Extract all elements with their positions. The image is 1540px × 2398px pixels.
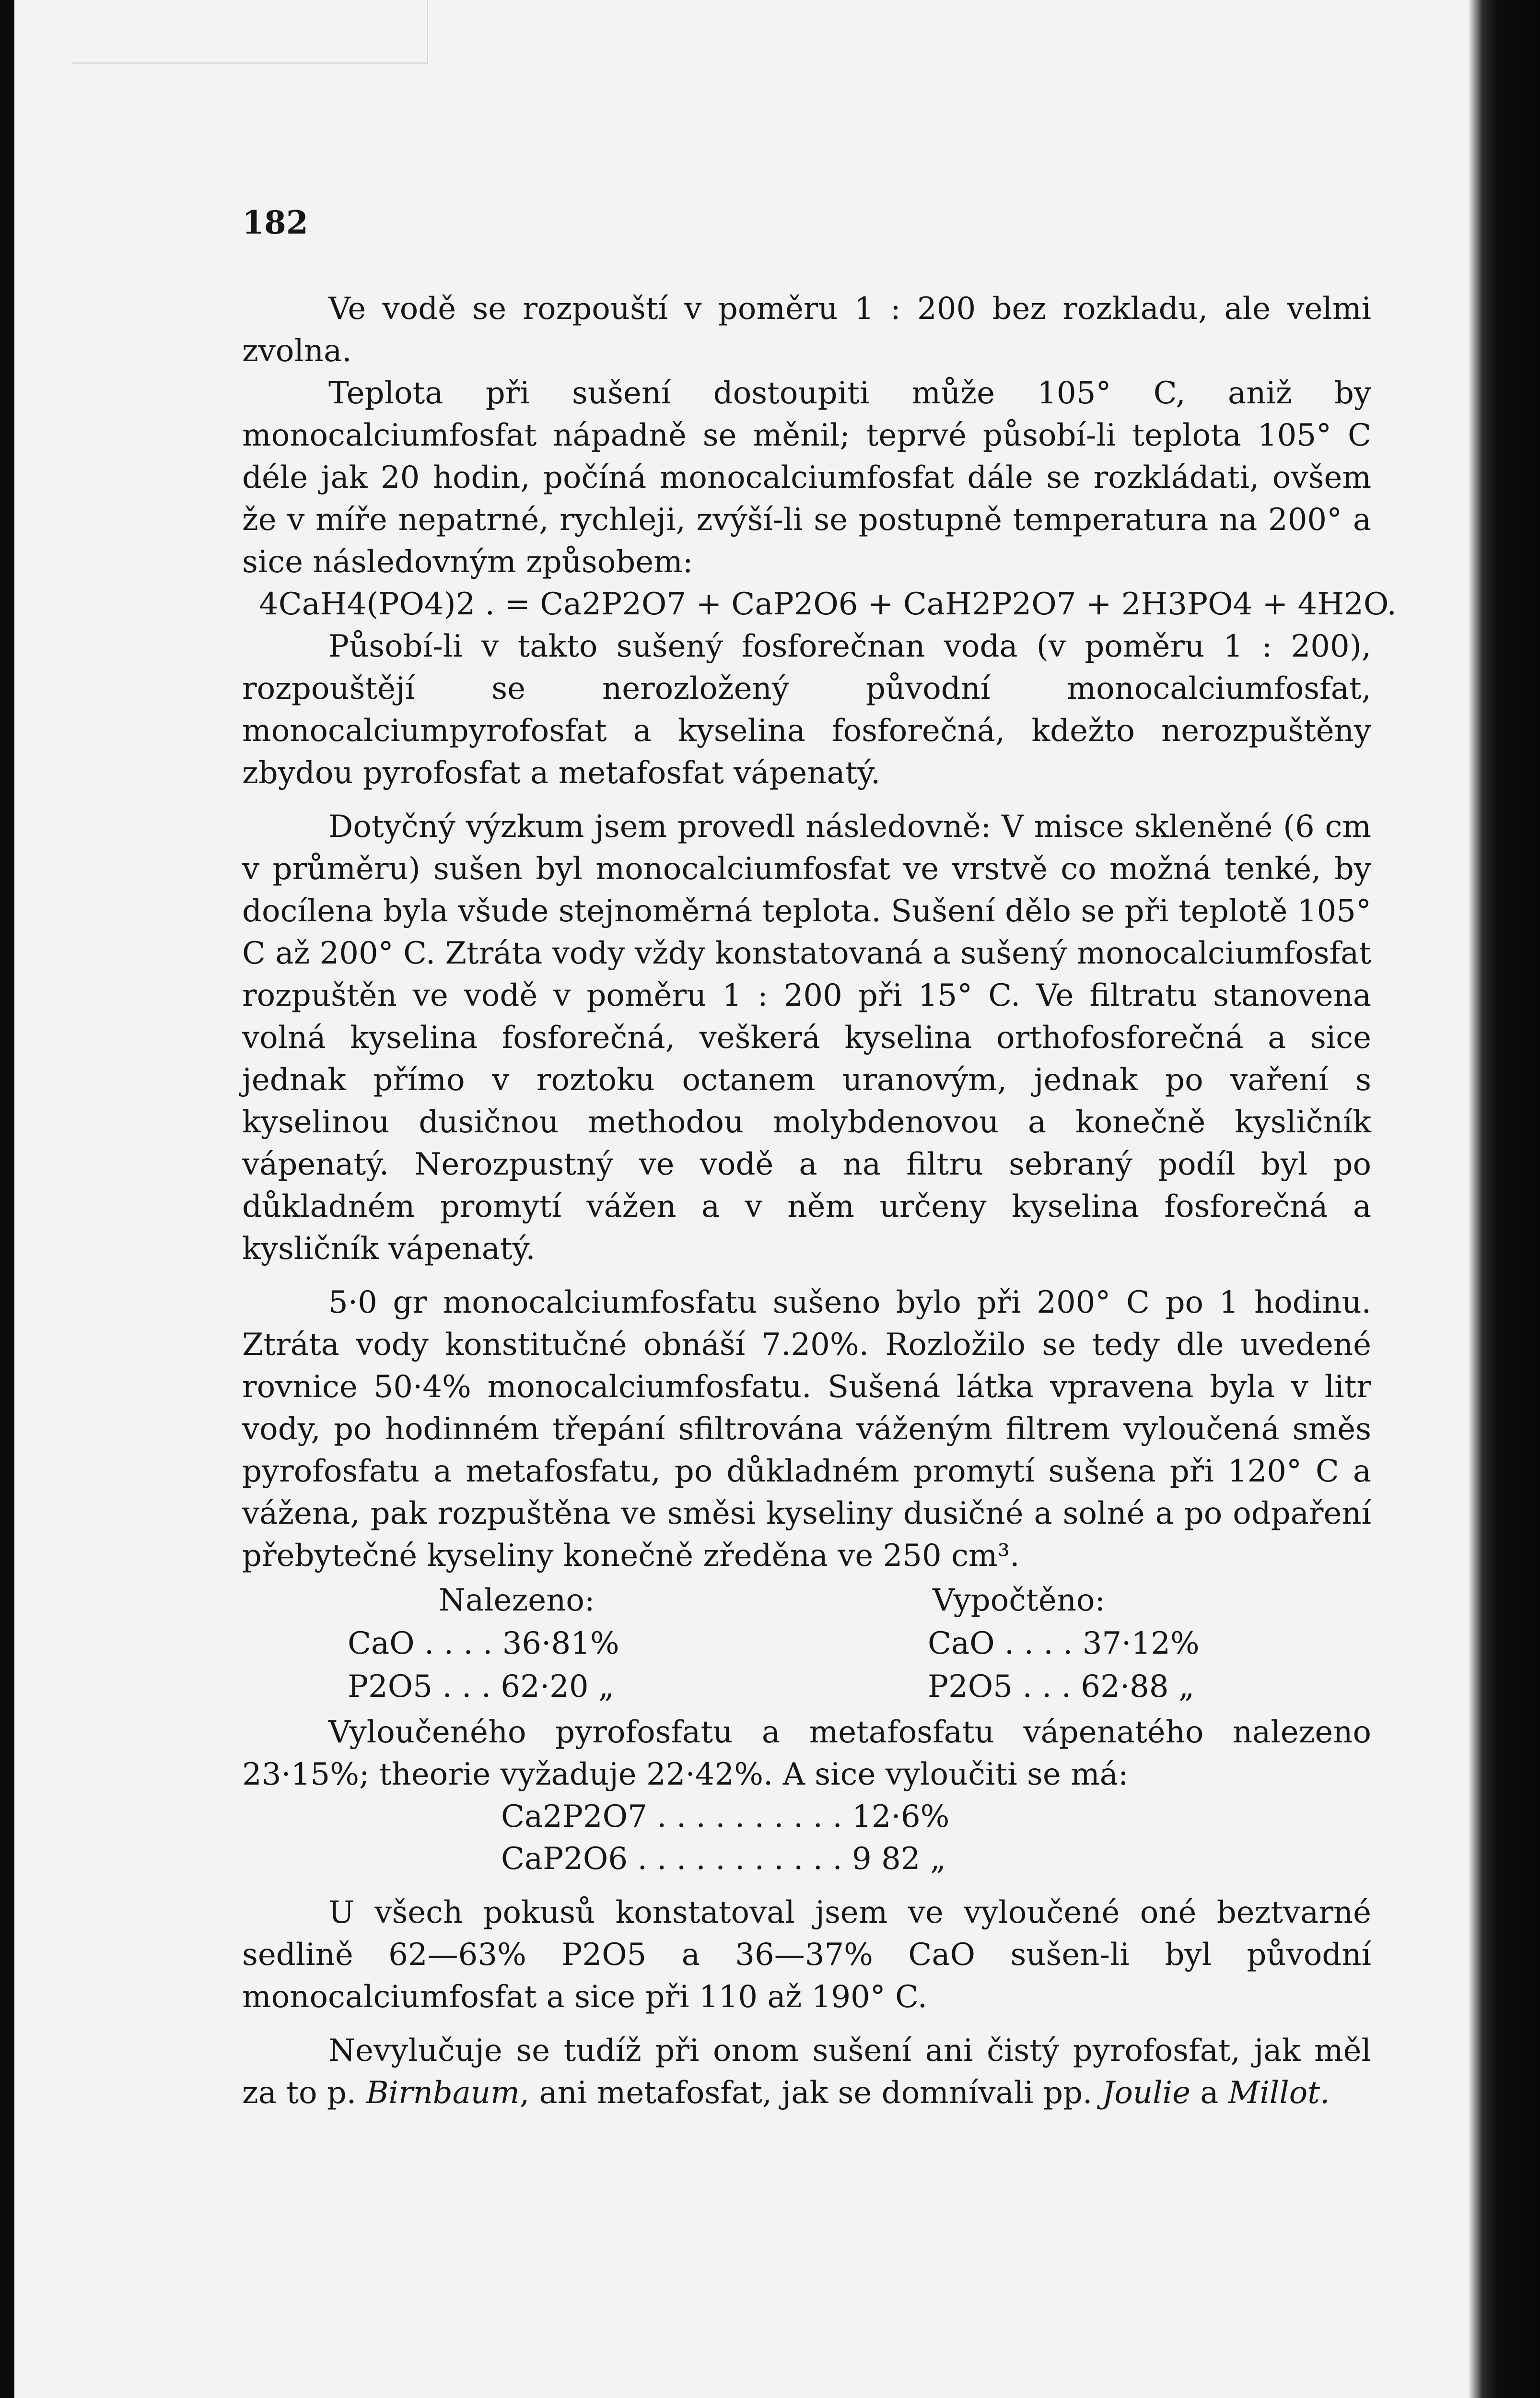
scan-artifact [72, 0, 428, 64]
found-header: Nalezeno: [439, 1583, 595, 1618]
paragraph-8 [242, 2030, 1371, 2114]
results-table [242, 1577, 1371, 1711]
p8-and: a [1200, 2075, 1219, 2111]
calc-row-cao: CaO . . . . 37·12% [928, 1626, 1200, 1661]
paragraph-7: U všech pokusů konstatoval jsem ve vyloučené oné beztvarné sedlině 62—63% P2O5 a 36—37% CaO sušen-li byl původní monocalciumfosfat a sice při 110 až 190° C. [242, 1895, 1371, 2015]
paragraph-4: Dotyčný výzkum jsem provedl následovně: V misce skleněné (6 cm v průměru) sušen byl monocalciumfosfat ve vrstvě co možná tenké, by docílena byla všude stejnoměrná teplota. Sušení dělo se při teplotě 105° C až 200° C. Ztráta vody vždy konstatovaná a sušený monocalciumfosfat rozpuštěn ve vodě v poměru 1 : 200 při 15° C. Ve filtratu stanovena volná kyselina fosforečná, veškerá kyselina orthofosforečná a sice jednak přímo v roztoku octanem uranovým, jednak po vaření s kyselinou dusičnou methodou molybdenovou a konečně kysličník vápenatý. Nerozpustný ve vodě a na filtru sebraný podíl byl po důkladném promytí vážen a v něm určeny kyselina fosforečná a kysličník vápenatý. [242, 809, 1371, 1267]
paragraph-1: Ve vodě se rozpouští v poměru 1 : 200 bez rozkladu, ale velmi zvolna. [242, 291, 1371, 369]
body-text [242, 288, 1397, 2114]
paragraph-2: Teplota při sušení dostoupiti může 105° C, aniž by monocalciumfosfat nápadně se měnil; teprvé působí-li teplota 105° C déle jak 20 hodin, počíná monocalciumfosfat dále se rozkládati, ovšem že v míře nepatrné, rychleji, zvýší-li se postupně temperatura na 200° a sice následovným způsobem: [242, 376, 1371, 580]
p8-mid: , ani metafosfat, jak se domnívali pp. [519, 2075, 1093, 2111]
precipitate-table [242, 1796, 1371, 1880]
found-row-cao: CaO . . . . 36·81% [348, 1626, 619, 1661]
p8-lead: Nevylučuje se tudíž při onom sušení ani čistý pyrofosfat, jak měl za to p. [242, 2033, 1371, 2111]
author-millot: Millot. [1228, 2075, 1330, 2111]
chemical-equation: 4CaH4(PO4)2 . = Ca2P2O7 + CaP2O6 + CaH2P2O7 + 2H3PO4 + 4H2O. [259, 587, 1397, 622]
row-cap2o6: CaP2O6 . . . . . . . . . . . 9 82 „ [501, 1841, 946, 1877]
author-joulie: Joulie [1102, 2075, 1190, 2111]
scan-border-left [0, 0, 14, 2398]
calc-row-p2o5: P2O5 . . . 62·88 „ [928, 1669, 1195, 1704]
paragraph-6: Vyloučeného pyrofosfatu a metafosfatu vápenatého nalezeno 23·15%; theorie vyžaduje 22·42%. A sice vyloučiti se má: [242, 1715, 1371, 1792]
page-number: 182 [242, 204, 308, 241]
paragraph-5: 5·0 gr monocalciumfosfatu sušeno bylo při 200° C po 1 hodinu. Ztráta vody konstitučné obnáší 7.20%. Rozložilo se tedy dle uvedené rovnice 50·4% monocalciumfosfatu. Sušená látka vpravena byla v litr vody, po hodinném třepání sfiltrována váženým filtrem vyloučená směs pyrofosfatu a metafosfatu, po důkladném promytí sušena při 120° C a vážena, pak rozpuštěna ve směsi kyseliny dusičné a solné a po odpaření přebytečné kyseliny konečně zředěna ve 250 cm³. [242, 1285, 1371, 1574]
calculated-header: Vypočtěno: [933, 1583, 1106, 1618]
author-birnbaum: Birnbaum [366, 2075, 520, 2111]
found-row-p2o5: P2O5 . . . 62·20 „ [348, 1669, 615, 1704]
scan-border-right [1468, 0, 1540, 2398]
paragraph-3: Působí-li v takto sušený fosforečnan voda (v poměru 1 : 200), rozpouštějí se nerozložený původní monocalciumfosfat, monocalciumpyrofosfat a kyselina fosforečná, kdežto nerozpuštěny zbydou pyrofosfat a metafosfat vápenatý. [242, 629, 1371, 791]
row-ca2p2o7: Ca2P2O7 . . . . . . . . . . 12·6% [501, 1799, 950, 1834]
